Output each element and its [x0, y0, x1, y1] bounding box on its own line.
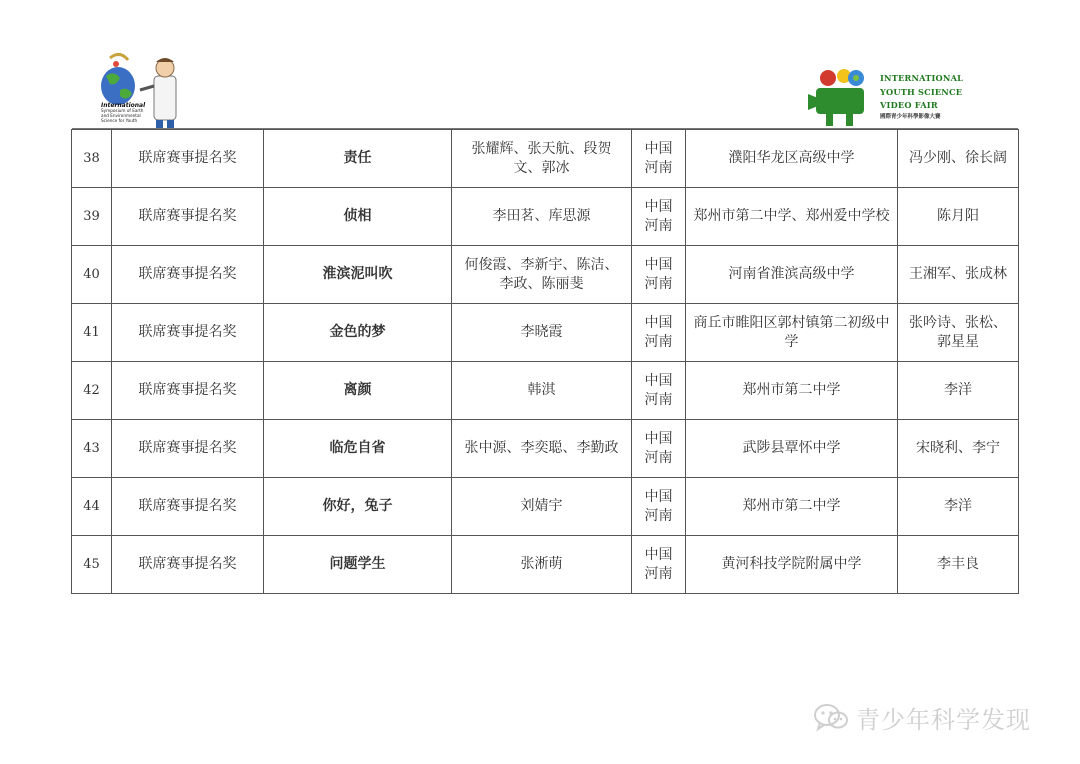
school-cell: 郑州市第二中学 — [686, 478, 898, 536]
left-logo-line: and Environmental — [101, 113, 141, 118]
award-cell: 联席赛事提名奖 — [112, 536, 264, 594]
school-cell: 濮阳华龙区高级中学 — [686, 130, 898, 188]
table-row — [72, 362, 1019, 420]
row-number: 42 — [72, 362, 112, 420]
row-number: 45 — [72, 536, 112, 594]
region-cell: 中国河南 — [632, 536, 686, 594]
row-number: 44 — [72, 478, 112, 536]
film-camera-logo-icon — [806, 66, 878, 128]
award-cell: 联席赛事提名奖 — [112, 304, 264, 362]
watermark — [812, 700, 1052, 734]
region-cell: 中国河南 — [632, 362, 686, 420]
school-cell: 河南省淮滨高级中学 — [686, 246, 898, 304]
authors-cell: 李晓霞 — [452, 304, 632, 362]
right-logo-text — [880, 72, 1000, 121]
table-row — [72, 536, 1019, 594]
advisor-cell: 宋晓利、李宁 — [898, 420, 1019, 478]
authors-cell: 张淅萌 — [452, 536, 632, 594]
award-cell: 联席赛事提名奖 — [112, 478, 264, 536]
region-cell: 中国河南 — [632, 304, 686, 362]
award-cell: 联席赛事提名奖 — [112, 130, 264, 188]
award-cell: 联席赛事提名奖 — [112, 420, 264, 478]
advisor-cell: 陈月阳 — [898, 188, 1019, 246]
left-logo-line: Symposium of Earth — [101, 108, 144, 113]
left-logo-text — [101, 103, 161, 123]
work-title-cell: 问题学生 — [264, 536, 452, 594]
region-cell: 中国河南 — [632, 420, 686, 478]
right-logo-line: INTERNATIONAL — [880, 73, 964, 83]
award-cell: 联席赛事提名奖 — [112, 188, 264, 246]
advisor-cell: 李洋 — [898, 362, 1019, 420]
awards-table-body — [72, 130, 1019, 594]
advisor-cell: 李洋 — [898, 478, 1019, 536]
authors-cell: 张中源、李奕聪、李勤政 — [452, 420, 632, 478]
work-title-cell: 金色的梦 — [264, 304, 452, 362]
work-title-cell: 你好，兔子 — [264, 478, 452, 536]
left-logo-line: Science for Youth — [101, 118, 138, 123]
region-cell: 中国河南 — [632, 188, 686, 246]
right-logo-subtitle: 國際青少年科學影像大賽 — [880, 113, 941, 120]
row-number: 39 — [72, 188, 112, 246]
authors-cell: 李田茗、库思源 — [452, 188, 632, 246]
row-number: 38 — [72, 130, 112, 188]
table-row — [72, 478, 1019, 536]
school-cell: 郑州市第二中学、郑州爱中学校 — [686, 188, 898, 246]
watermark-text: 青少年科学发现 — [856, 705, 1031, 734]
school-cell: 郑州市第二中学 — [686, 362, 898, 420]
row-number: 40 — [72, 246, 112, 304]
authors-cell: 何俊霞、李新宇、陈洁、李政、陈丽斐 — [452, 246, 632, 304]
advisor-cell: 王湘军、张成林 — [898, 246, 1019, 304]
award-cell: 联席赛事提名奖 — [112, 362, 264, 420]
right-logo-line: VIDEO FAIR — [880, 100, 938, 110]
awards-table — [71, 129, 1019, 594]
advisor-cell: 冯少刚、徐长阔 — [898, 130, 1019, 188]
region-cell: 中国河南 — [632, 246, 686, 304]
table-row — [72, 188, 1019, 246]
region-cell: 中国河南 — [632, 478, 686, 536]
work-title-cell: 侦相 — [264, 188, 452, 246]
right-logo-line: YOUTH SCIENCE — [880, 86, 963, 97]
work-title-cell: 淮滨泥叫吹 — [264, 246, 452, 304]
table-row — [72, 420, 1019, 478]
region-cell: 中国河南 — [632, 130, 686, 188]
authors-cell: 张耀辉、张天航、段贺文、郭冰 — [452, 130, 632, 188]
advisor-cell: 李丰良 — [898, 536, 1019, 594]
advisor-cell: 张吟诗、张松、郭星星 — [898, 304, 1019, 362]
award-cell: 联席赛事提名奖 — [112, 246, 264, 304]
authors-cell: 刘婧宇 — [452, 478, 632, 536]
work-title-cell: 责任 — [264, 130, 452, 188]
school-cell: 商丘市睢阳区郭村镇第二初级中学 — [686, 304, 898, 362]
school-cell: 武陟县覃怀中学 — [686, 420, 898, 478]
left-logo-title: International — [101, 102, 146, 109]
row-number: 43 — [72, 420, 112, 478]
school-cell: 黄河科技学院附属中学 — [686, 536, 898, 594]
wechat-icon — [812, 702, 850, 732]
work-title-cell: 离颜 — [264, 362, 452, 420]
table-row — [72, 304, 1019, 362]
authors-cell: 韩淇 — [452, 362, 632, 420]
table-row — [72, 130, 1019, 188]
row-number: 41 — [72, 304, 112, 362]
work-title-cell: 临危自省 — [264, 420, 452, 478]
table-row — [72, 246, 1019, 304]
